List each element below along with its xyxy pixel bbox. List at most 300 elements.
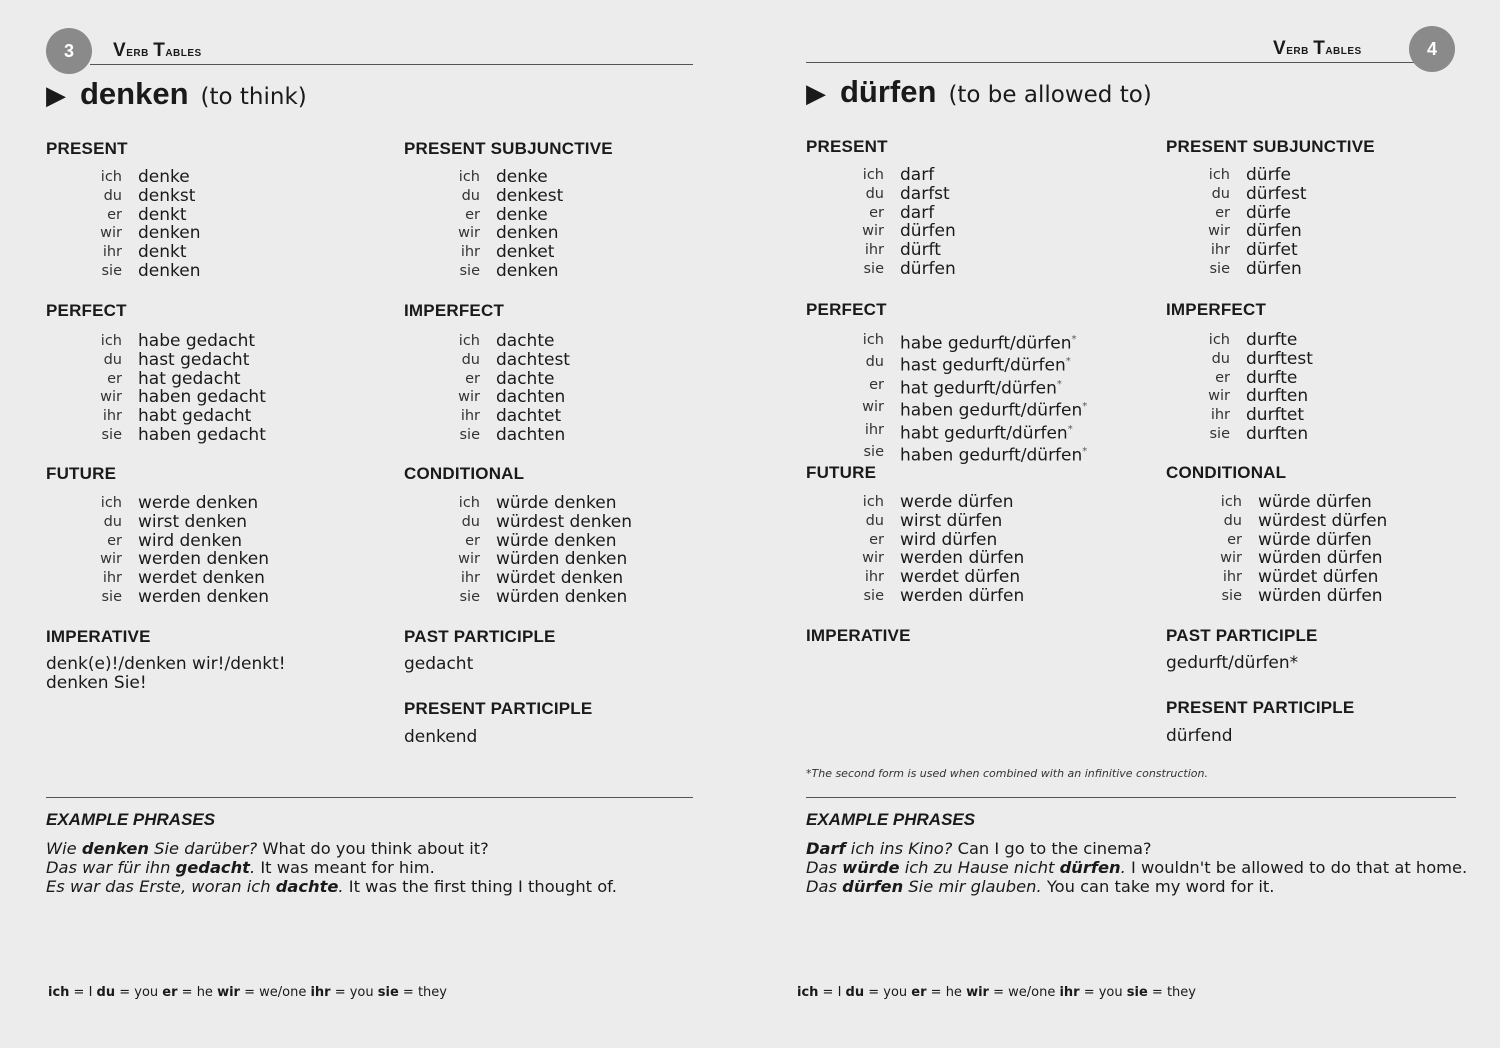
german-phrase: Wie denken Sie darüber? bbox=[46, 839, 258, 858]
verb-form: werdet dürfen bbox=[900, 567, 1021, 588]
pronoun: wir bbox=[458, 389, 480, 406]
future-table bbox=[808, 493, 1024, 606]
verb-form: dachte bbox=[496, 368, 555, 389]
conjugation-row bbox=[808, 260, 956, 279]
pronoun: er bbox=[1215, 369, 1230, 386]
pronoun: wir bbox=[1220, 550, 1242, 567]
german-phrase: Darf ich ins Kino? bbox=[806, 839, 953, 858]
example-phrase bbox=[806, 877, 1467, 896]
german-phrase: Das würde ich zu Hause nicht dürfen. bbox=[806, 858, 1126, 877]
verb-form: wird dürfen bbox=[900, 529, 998, 550]
pronoun: ihr bbox=[460, 408, 480, 425]
example-phrase bbox=[806, 839, 1467, 858]
conjugation-row bbox=[404, 388, 570, 407]
section-present-heading: PRESENT bbox=[806, 137, 888, 156]
verb-form: haben gedacht bbox=[138, 387, 266, 408]
pronoun: wir bbox=[100, 389, 122, 406]
pronoun: er bbox=[869, 376, 884, 393]
pronoun: wir bbox=[1208, 388, 1230, 405]
verb-form: denken bbox=[138, 223, 201, 244]
pronoun: sie bbox=[459, 588, 480, 605]
conjugation-row bbox=[404, 332, 570, 351]
verb-form: denke bbox=[496, 167, 548, 187]
verb-form: dürfet bbox=[1246, 240, 1298, 261]
example-phrases-heading: EXAMPLE PHRASES bbox=[806, 810, 976, 829]
example-phrases bbox=[46, 839, 617, 896]
conjugation-row bbox=[1154, 222, 1307, 241]
section-present-subjunctive-heading: PRESENT SUBJUNCTIVE bbox=[404, 139, 613, 158]
conjugation-row bbox=[808, 587, 1024, 606]
conjugation-row bbox=[404, 513, 632, 532]
conjugation-row bbox=[1166, 549, 1387, 568]
conjugation-row bbox=[404, 426, 570, 445]
pronoun: ich bbox=[458, 495, 480, 511]
conjugation-row bbox=[1154, 241, 1307, 260]
pronoun: sie bbox=[459, 426, 480, 443]
conjugation-row bbox=[46, 388, 266, 407]
pronoun: wir bbox=[458, 551, 480, 568]
conjugation-row bbox=[808, 166, 956, 185]
verb-form: denket bbox=[496, 242, 555, 263]
conditional-table bbox=[1166, 493, 1387, 606]
verb-form: dürfe bbox=[1246, 202, 1291, 223]
right-page bbox=[750, 0, 1500, 1048]
english-translation: Can I go to the cinema? bbox=[952, 839, 1152, 858]
verb-form: dachte bbox=[496, 331, 555, 351]
conjugation-row bbox=[46, 243, 201, 262]
verb-form: würde dürfen bbox=[1258, 529, 1372, 550]
pronoun: er bbox=[1227, 531, 1242, 548]
section-present-heading: PRESENT bbox=[46, 139, 128, 158]
present-participle-value: dürfend bbox=[1166, 726, 1233, 746]
pronoun: ihr bbox=[1210, 242, 1230, 259]
conjugation-row bbox=[46, 187, 201, 206]
pronoun: du bbox=[103, 187, 122, 204]
section-conditional-heading: CONDITIONAL bbox=[1166, 463, 1287, 482]
conjugation-row bbox=[808, 421, 1087, 443]
pronoun: er bbox=[465, 370, 480, 387]
verb-form: denken bbox=[496, 260, 559, 281]
verb-gloss: (to think) bbox=[200, 84, 307, 110]
verb-title bbox=[806, 74, 1152, 110]
verb-form: durfte bbox=[1246, 330, 1298, 350]
conjugation-row bbox=[404, 206, 563, 225]
present-subjunctive-table bbox=[1154, 166, 1307, 279]
conjugation-row bbox=[46, 426, 266, 445]
verb-form: würde dürfen bbox=[1258, 492, 1372, 512]
conjugation-row bbox=[404, 351, 570, 370]
verb-form: dachten bbox=[496, 387, 566, 408]
section-future-heading: FUTURE bbox=[46, 464, 117, 483]
pronoun: ihr bbox=[1222, 569, 1242, 586]
imperfect-table bbox=[1154, 331, 1313, 444]
pronoun: du bbox=[461, 187, 480, 204]
verb-form: denkest bbox=[496, 185, 564, 206]
section-past-participle-heading: PAST PARTICIPLE bbox=[404, 627, 556, 646]
german-phrase: Es war das Erste, woran ich dachte. bbox=[46, 877, 344, 896]
verb-form: darf bbox=[900, 165, 935, 185]
section-past-participle-heading: PAST PARTICIPLE bbox=[1166, 626, 1318, 645]
conjugation-row bbox=[1154, 369, 1313, 388]
pronoun: wir bbox=[1208, 223, 1230, 240]
header-rule bbox=[806, 62, 1418, 63]
conjugation-row bbox=[1166, 531, 1387, 550]
present-table bbox=[46, 168, 201, 281]
verb-form: hast gedurft/dürfen* bbox=[900, 356, 1071, 377]
conjugation-row bbox=[1154, 406, 1313, 425]
verb-form: dürfen bbox=[900, 258, 956, 279]
verb-gloss: (to be allowed to) bbox=[948, 82, 1152, 108]
pronoun: ich bbox=[1208, 332, 1230, 348]
pronoun: ich bbox=[862, 332, 884, 348]
conjugation-row bbox=[1154, 260, 1307, 279]
section-perfect-heading: PERFECT bbox=[806, 300, 887, 319]
conjugation-row bbox=[1154, 387, 1313, 406]
pronoun: er bbox=[465, 206, 480, 223]
verb-form: werden dürfen bbox=[900, 585, 1025, 606]
pronoun: ihr bbox=[864, 242, 884, 259]
verb-form: dachtet bbox=[496, 406, 562, 427]
footnote-marker: * bbox=[1067, 423, 1073, 435]
conjugation-row bbox=[1154, 350, 1313, 369]
conjugation-row bbox=[808, 204, 956, 223]
pronoun: sie bbox=[101, 426, 122, 443]
footnote-marker: * bbox=[1065, 356, 1071, 368]
english-translation: It was the first thing I thought of. bbox=[343, 877, 617, 896]
pronoun: du bbox=[103, 513, 122, 530]
footnote-marker: * bbox=[1056, 378, 1062, 390]
conjugation-row bbox=[808, 241, 956, 260]
conjugation-row bbox=[1154, 204, 1307, 223]
page-number: 4 bbox=[1409, 26, 1455, 72]
verb-form: denken bbox=[496, 223, 559, 244]
pronoun: du bbox=[865, 185, 884, 202]
conjugation-row bbox=[46, 262, 201, 281]
pronoun: du bbox=[461, 351, 480, 368]
verb-form: dürfen bbox=[1246, 258, 1302, 279]
conjugation-row bbox=[46, 206, 201, 225]
conjugation-row bbox=[404, 494, 632, 513]
verb-form: werden dürfen bbox=[900, 548, 1025, 569]
pronoun: du bbox=[865, 512, 884, 529]
conjugation-row bbox=[808, 398, 1087, 420]
pronoun: sie bbox=[863, 260, 884, 277]
future-table bbox=[46, 494, 269, 607]
pronoun: er bbox=[869, 204, 884, 221]
pronoun: ich bbox=[458, 333, 480, 349]
conjugation-row bbox=[808, 512, 1024, 531]
verb-form: werden denken bbox=[138, 549, 269, 570]
section-present-participle-heading: PRESENT PARTICIPLE bbox=[404, 699, 593, 718]
verb-form: dürfen bbox=[900, 221, 956, 242]
conjugation-row bbox=[1166, 512, 1387, 531]
verb-form: würde denken bbox=[496, 530, 617, 551]
pronoun: er bbox=[107, 206, 122, 223]
conjugation-row bbox=[46, 513, 269, 532]
footnote-marker: * bbox=[1082, 446, 1088, 458]
pronoun: ihr bbox=[460, 570, 480, 587]
examples-rule bbox=[46, 797, 693, 798]
verb-form: denkt bbox=[138, 242, 187, 263]
verb-form: haben gedurft/dürfen* bbox=[900, 445, 1088, 466]
conjugation-row bbox=[1166, 587, 1387, 606]
pronoun: ihr bbox=[864, 421, 884, 438]
verb-form: durftest bbox=[1246, 348, 1313, 369]
verb-form: würden denken bbox=[496, 549, 628, 570]
pronoun: er bbox=[107, 370, 122, 387]
conditional-table bbox=[404, 494, 632, 607]
pronoun: du bbox=[1211, 185, 1230, 202]
pronoun: sie bbox=[863, 587, 884, 604]
german-phrase: Das war für ihn gedacht. bbox=[46, 858, 256, 877]
verb-title bbox=[46, 76, 307, 112]
pronoun: ich bbox=[1208, 167, 1230, 183]
conjugation-row bbox=[46, 494, 269, 513]
conjugation-row bbox=[1154, 185, 1307, 204]
verb-form: würdest denken bbox=[496, 511, 633, 532]
running-head: Verb Tables bbox=[1273, 38, 1362, 59]
footnote: *The second form is used when combined with an infinitive construction. bbox=[806, 767, 1208, 780]
pronoun: ihr bbox=[1210, 407, 1230, 424]
conjugation-row bbox=[46, 224, 201, 243]
verb-form: dürft bbox=[900, 240, 941, 261]
pronoun: wir bbox=[862, 550, 884, 567]
conjugation-row bbox=[1154, 425, 1313, 444]
english-translation: You can take my word for it. bbox=[1041, 877, 1275, 896]
conjugation-row bbox=[46, 532, 269, 551]
conjugation-row bbox=[46, 332, 266, 351]
english-translation: What do you think about it? bbox=[257, 839, 489, 858]
german-phrase: Das dürfen Sie mir glauben. bbox=[806, 877, 1042, 896]
example-phrases-heading: EXAMPLE PHRASES bbox=[46, 810, 216, 829]
section-perfect-heading: PERFECT bbox=[46, 301, 127, 320]
verb-form: habe gedacht bbox=[138, 331, 256, 351]
triangle-bullet-icon: ▶ bbox=[46, 81, 66, 111]
pronoun: er bbox=[869, 531, 884, 548]
verb-form: würden denken bbox=[496, 586, 628, 607]
pronoun: wir bbox=[862, 223, 884, 240]
perfect-table bbox=[808, 331, 1087, 466]
present-table bbox=[808, 166, 956, 279]
example-phrase bbox=[46, 839, 617, 858]
conjugation-row bbox=[404, 168, 563, 187]
verb-form: habt gedacht bbox=[138, 406, 252, 427]
verb-form: durftet bbox=[1246, 405, 1305, 426]
pronoun: du bbox=[461, 513, 480, 530]
pronoun: ich bbox=[862, 167, 884, 183]
present-participle-value: denkend bbox=[404, 727, 478, 747]
pronoun: ich bbox=[458, 169, 480, 185]
verb-form: dürfe bbox=[1246, 165, 1291, 185]
pronoun: er bbox=[1215, 204, 1230, 221]
imperfect-table bbox=[404, 332, 570, 445]
section-conditional-heading: CONDITIONAL bbox=[404, 464, 525, 483]
conjugation-row bbox=[1166, 493, 1387, 512]
header-rule bbox=[90, 64, 693, 65]
example-phrase bbox=[46, 877, 617, 896]
verb-form: werdet denken bbox=[138, 568, 265, 589]
verb-form: wirst denken bbox=[138, 511, 248, 532]
verb-form: denken bbox=[138, 260, 201, 281]
pronoun: ihr bbox=[102, 570, 122, 587]
verb-form: durfte bbox=[1246, 367, 1298, 388]
example-phrase bbox=[46, 858, 617, 877]
pronoun: du bbox=[103, 351, 122, 368]
verb-form: würden dürfen bbox=[1258, 548, 1383, 569]
section-present-subjunctive-heading: PRESENT SUBJUNCTIVE bbox=[1166, 137, 1375, 156]
verb-form: dachten bbox=[496, 424, 566, 445]
pronoun: du bbox=[1211, 350, 1230, 367]
past-participle-value: gedurft/dürfen* bbox=[1166, 653, 1299, 673]
pronoun: ihr bbox=[460, 244, 480, 261]
verb-form: wirst dürfen bbox=[900, 510, 1003, 531]
verb-form: dürfen bbox=[1246, 221, 1302, 242]
conjugation-row bbox=[404, 187, 563, 206]
verb-form: hat gedurft/dürfen* bbox=[900, 378, 1062, 399]
pronoun-key: ich = I du = you er = he wir = we/one ihr = you sie = they bbox=[797, 985, 1196, 1000]
verb-form: hast gedacht bbox=[138, 349, 250, 370]
imperative-line-1: denk(e)!/denken wir!/denkt! bbox=[46, 654, 286, 674]
pronoun: sie bbox=[1209, 425, 1230, 442]
verb-form: denkst bbox=[138, 185, 196, 206]
pronoun: wir bbox=[458, 225, 480, 242]
verb-form: würden dürfen bbox=[1258, 585, 1383, 606]
conjugation-row bbox=[808, 222, 956, 241]
section-future-heading: FUTURE bbox=[806, 463, 877, 482]
conjugation-row bbox=[404, 532, 632, 551]
verb-form: haben gedurft/dürfen* bbox=[900, 401, 1088, 422]
conjugation-row bbox=[46, 550, 269, 569]
conjugation-row bbox=[46, 569, 269, 588]
english-translation: I wouldn't be allowed to do that at home. bbox=[1125, 858, 1468, 877]
page-number: 3 bbox=[46, 28, 92, 74]
pronoun: ihr bbox=[102, 408, 122, 425]
pronoun: du bbox=[865, 354, 884, 371]
pronoun: wir bbox=[100, 225, 122, 242]
pronoun: sie bbox=[863, 444, 884, 461]
verb-headword: denken bbox=[80, 76, 189, 111]
pronoun: sie bbox=[459, 262, 480, 279]
conjugation-row bbox=[404, 569, 632, 588]
conjugation-row bbox=[46, 370, 266, 389]
conjugation-row bbox=[808, 493, 1024, 512]
conjugation-row bbox=[46, 351, 266, 370]
conjugation-row bbox=[404, 262, 563, 281]
section-imperfect-heading: IMPERFECT bbox=[1166, 300, 1267, 319]
verb-form: würdet denken bbox=[496, 568, 624, 589]
verb-form: haben gedacht bbox=[138, 424, 266, 445]
conjugation-row bbox=[808, 376, 1087, 398]
conjugation-row bbox=[808, 568, 1024, 587]
verb-form: werde denken bbox=[138, 493, 259, 513]
verb-form: würdest dürfen bbox=[1258, 510, 1388, 531]
pronoun: sie bbox=[1221, 587, 1242, 604]
pronoun: wir bbox=[100, 551, 122, 568]
footnote-marker: * bbox=[1082, 401, 1088, 413]
conjugation-row bbox=[46, 588, 269, 607]
examples-rule bbox=[806, 797, 1456, 798]
verb-form: werden denken bbox=[138, 586, 269, 607]
conjugation-row bbox=[404, 370, 570, 389]
verb-form: denke bbox=[138, 167, 190, 187]
verb-form: hat gedacht bbox=[138, 368, 241, 389]
pronoun: er bbox=[465, 532, 480, 549]
section-present-participle-heading: PRESENT PARTICIPLE bbox=[1166, 698, 1355, 717]
verb-form: dürfest bbox=[1246, 183, 1307, 204]
pronoun: du bbox=[1223, 512, 1242, 529]
verb-form: würdet dürfen bbox=[1258, 567, 1379, 588]
verb-form: durften bbox=[1246, 386, 1309, 407]
pronoun: ihr bbox=[102, 244, 122, 261]
conjugation-row bbox=[404, 243, 563, 262]
verb-form: darf bbox=[900, 202, 935, 223]
conjugation-row bbox=[808, 353, 1087, 375]
verb-form: werde dürfen bbox=[900, 492, 1014, 512]
pronoun: sie bbox=[1209, 260, 1230, 277]
conjugation-row bbox=[404, 224, 563, 243]
section-imperfect-heading: IMPERFECT bbox=[404, 301, 505, 320]
perfect-table bbox=[46, 332, 266, 445]
conjugation-row bbox=[46, 168, 201, 187]
verb-form: würde denken bbox=[496, 493, 617, 513]
verb-form: habe gedurft/dürfen* bbox=[900, 333, 1077, 354]
conjugation-row bbox=[808, 549, 1024, 568]
english-translation: It was meant for him. bbox=[255, 858, 435, 877]
pronoun: ich bbox=[1220, 494, 1242, 510]
pronoun: er bbox=[107, 532, 122, 549]
conjugation-row bbox=[808, 185, 956, 204]
verb-form: durften bbox=[1246, 423, 1309, 444]
pronoun: ich bbox=[100, 495, 122, 511]
verb-form: habt gedurft/dürfen* bbox=[900, 423, 1073, 444]
example-phrases bbox=[806, 839, 1467, 896]
conjugation-row bbox=[1154, 331, 1313, 350]
verb-form: dachtest bbox=[496, 349, 570, 370]
imperative-line-2: denken Sie! bbox=[46, 673, 147, 693]
verb-form: wird denken bbox=[138, 530, 243, 551]
example-phrase bbox=[806, 858, 1467, 877]
pronoun: sie bbox=[101, 262, 122, 279]
conjugation-row bbox=[808, 331, 1087, 353]
pronoun: wir bbox=[862, 399, 884, 416]
verb-form: denke bbox=[496, 204, 548, 225]
conjugation-row bbox=[808, 531, 1024, 550]
verb-headword: dürfen bbox=[840, 74, 937, 109]
pronoun: sie bbox=[101, 588, 122, 605]
conjugation-row bbox=[404, 550, 632, 569]
conjugation-row bbox=[404, 407, 570, 426]
footnote-marker: * bbox=[1289, 653, 1299, 673]
section-imperative-heading: IMPERATIVE bbox=[806, 626, 911, 645]
past-participle-value: gedacht bbox=[404, 654, 474, 674]
running-head: Verb Tables bbox=[113, 40, 202, 61]
pronoun: ich bbox=[100, 333, 122, 349]
verb-form: darfst bbox=[900, 183, 950, 204]
section-imperative-heading: IMPERATIVE bbox=[46, 627, 151, 646]
verb-form: denkt bbox=[138, 204, 187, 225]
pronoun: ihr bbox=[864, 569, 884, 586]
present-subjunctive-table bbox=[404, 168, 563, 281]
conjugation-row bbox=[46, 407, 266, 426]
pronoun: ich bbox=[862, 494, 884, 510]
pronoun-key: ich = I du = you er = he wir = we/one ihr = you sie = they bbox=[48, 985, 447, 1000]
footnote-marker: * bbox=[1071, 334, 1077, 345]
conjugation-row bbox=[404, 588, 632, 607]
pronoun: ich bbox=[100, 169, 122, 185]
conjugation-row bbox=[1154, 166, 1307, 185]
conjugation-row bbox=[1166, 568, 1387, 587]
triangle-bullet-icon: ▶ bbox=[806, 79, 826, 109]
